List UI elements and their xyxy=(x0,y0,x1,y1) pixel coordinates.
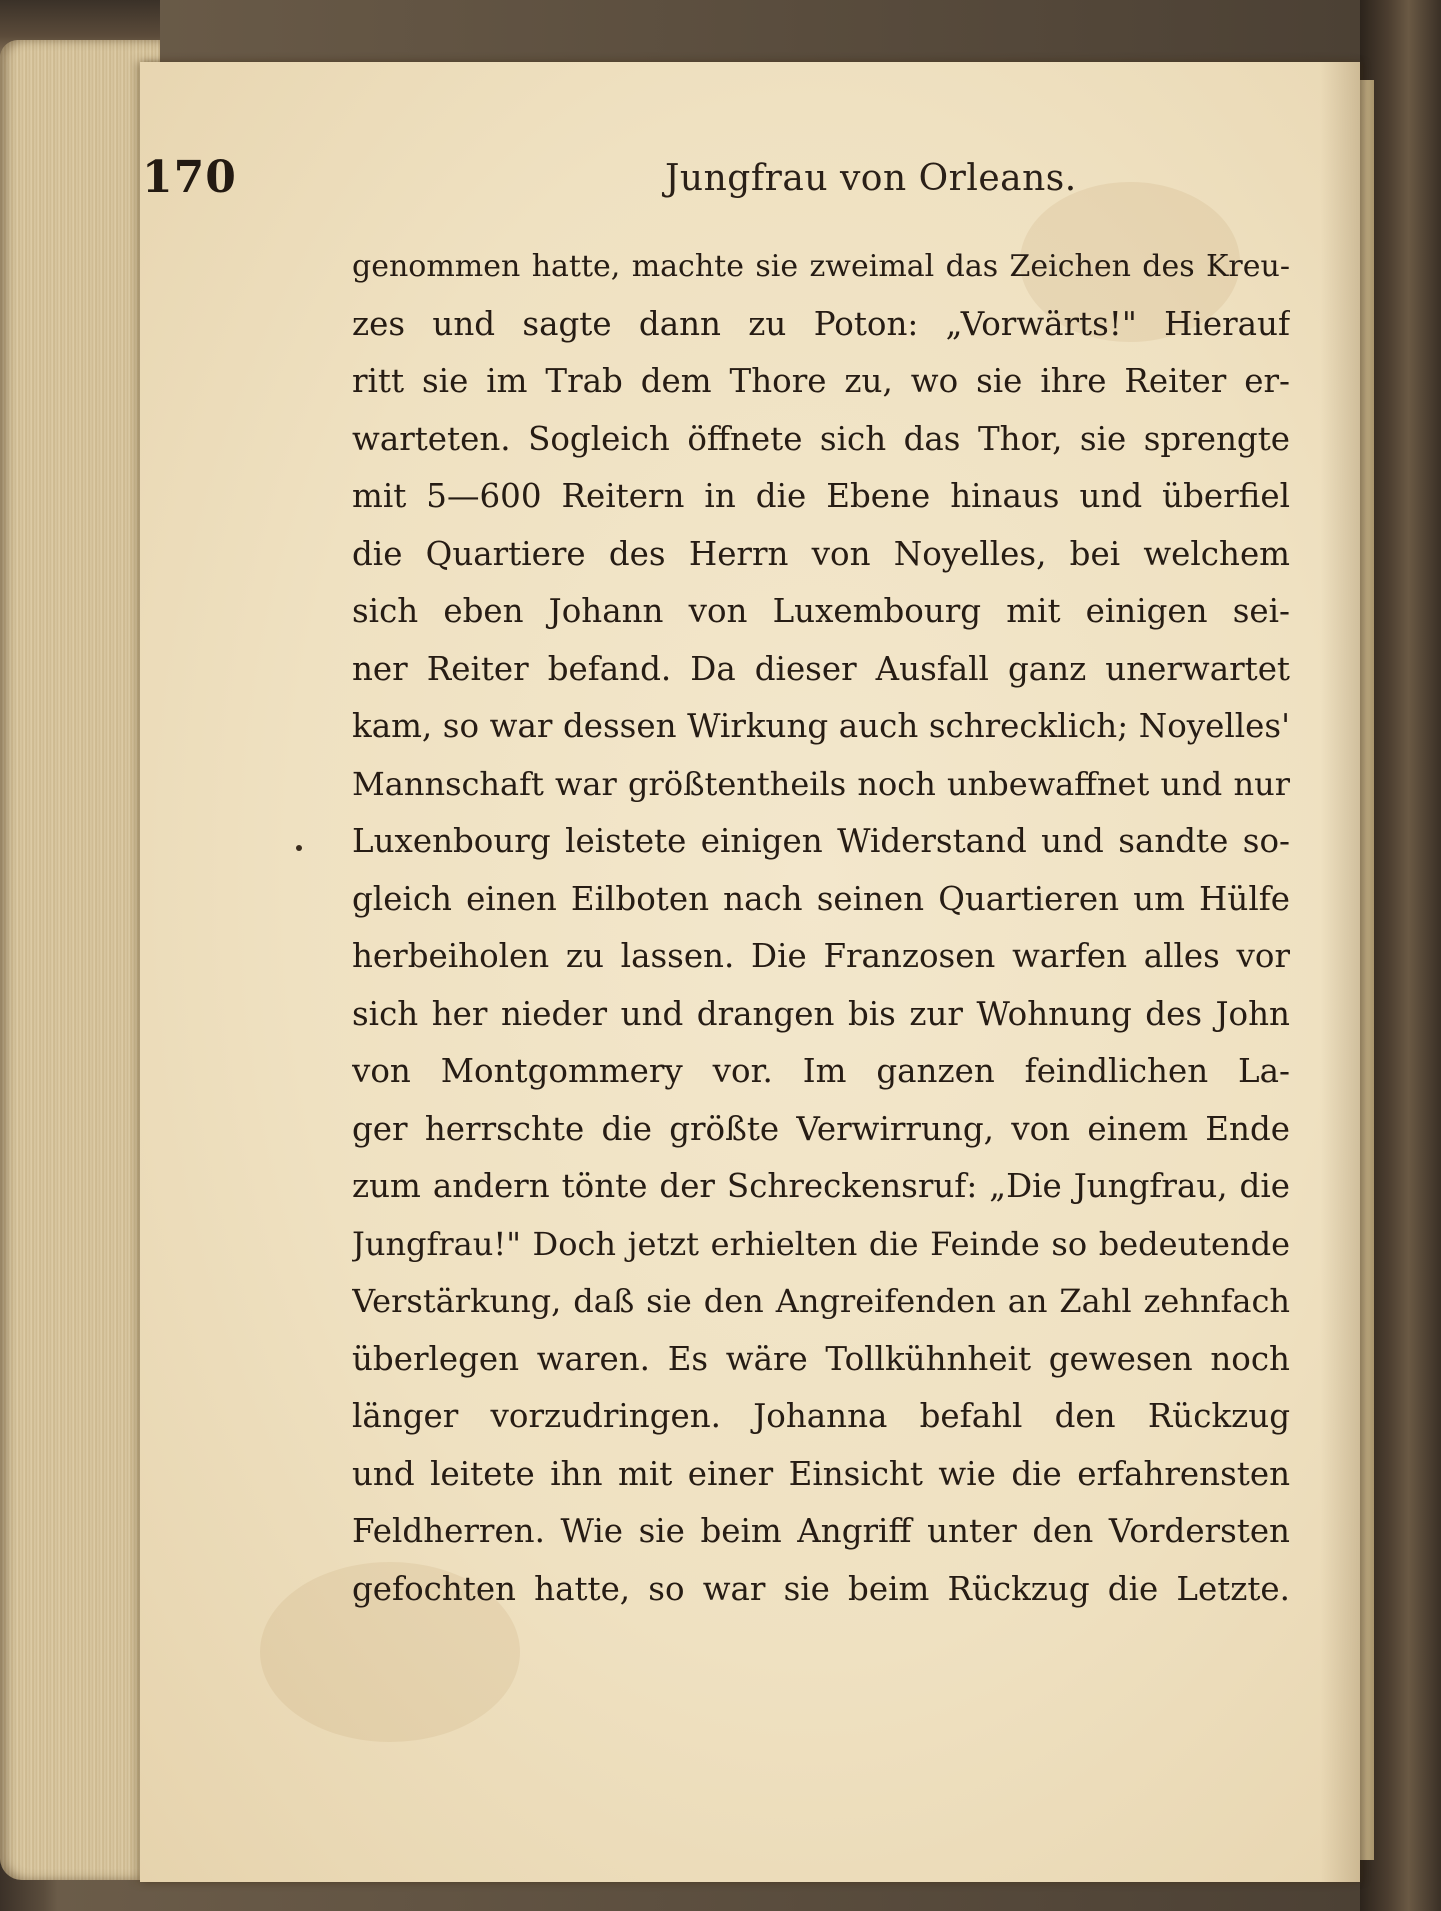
text-line: ner Reiter befand. Da dieser Ausfall ganz unerwartet xyxy=(352,649,1290,688)
text-line: Jungfrau!" Doch jetzt erhielten die Feinde so bedeutende xyxy=(352,1224,1290,1263)
text-line: Feldherren. Wie sie beim Angriff unter den Vordersten xyxy=(352,1512,1290,1550)
text-line: genommen hatte, machte sie zweimal das Zeichen des Kreu- xyxy=(352,249,1290,284)
page-number: 170 xyxy=(142,152,237,203)
text-line: warteten. Sogleich öffnete sich das Thor, sie sprengte xyxy=(352,419,1290,458)
text-line: Mannschaft war größtentheils noch unbewaffnet und nur xyxy=(352,764,1290,803)
page-stack-edges xyxy=(0,40,160,1880)
text-line: zes und sagte dann zu Poton: „Vorwärts!" Hierauf xyxy=(352,304,1290,343)
text-line: kam, so war dessen Wirkung auch schrecklich; Noyelles' xyxy=(352,707,1290,745)
text-line: überlegen waren. Es wäre Tollkühnheit gewesen noch xyxy=(352,1339,1290,1378)
text-line: ritt sie im Trab dem Thore zu, wo sie ihre Reiter er- xyxy=(352,362,1290,400)
text-line: von Montgommery vor. Im ganzen feindlichen La- xyxy=(352,1052,1290,1090)
text-line: die Quartiere des Herrn von Noyelles, bei welchem xyxy=(352,534,1290,573)
text-line: Luxenbourg leistete einigen Widerstand und sandte so- xyxy=(352,822,1290,860)
text-line: sich eben Johann von Luxembourg mit einigen sei- xyxy=(352,592,1290,630)
text-line: gleich einen Eilboten nach seinen Quartieren um Hülfe xyxy=(352,879,1290,918)
text-line: und leitete ihn mit einer Einsicht wie die erfahrensten xyxy=(352,1454,1290,1493)
text-line: mit 5—600 Reitern in die Ebene hinaus und überfiel xyxy=(352,477,1290,515)
text-line: ger herrschte die größte Verwirrung, von einem Ende xyxy=(352,1109,1290,1148)
text-line: Verstärkung, daß sie den Angreifenden an Zahl zehnfach xyxy=(352,1282,1290,1320)
page-gutter-shadow xyxy=(1320,62,1360,1882)
text-line: sich her nieder und drangen bis zur Wohnung des John xyxy=(352,994,1290,1033)
running-title: Jungfrau von Orleans. xyxy=(665,158,1077,199)
text-line: herbeiholen zu lassen. Die Franzosen warfen alles vor xyxy=(352,937,1290,975)
text-line: gefochten hatte, so war sie beim Rückzug die Letzte. xyxy=(352,1569,1290,1608)
facing-page-edge xyxy=(1360,80,1374,1860)
body-text xyxy=(352,238,1290,1618)
margin-mark xyxy=(296,845,302,851)
text-line: zum andern tönte der Schreckensruf: „Die Jungfrau, die xyxy=(352,1167,1290,1205)
text-line: länger vorzudringen. Johanna befahl den Rückzug xyxy=(352,1397,1290,1435)
